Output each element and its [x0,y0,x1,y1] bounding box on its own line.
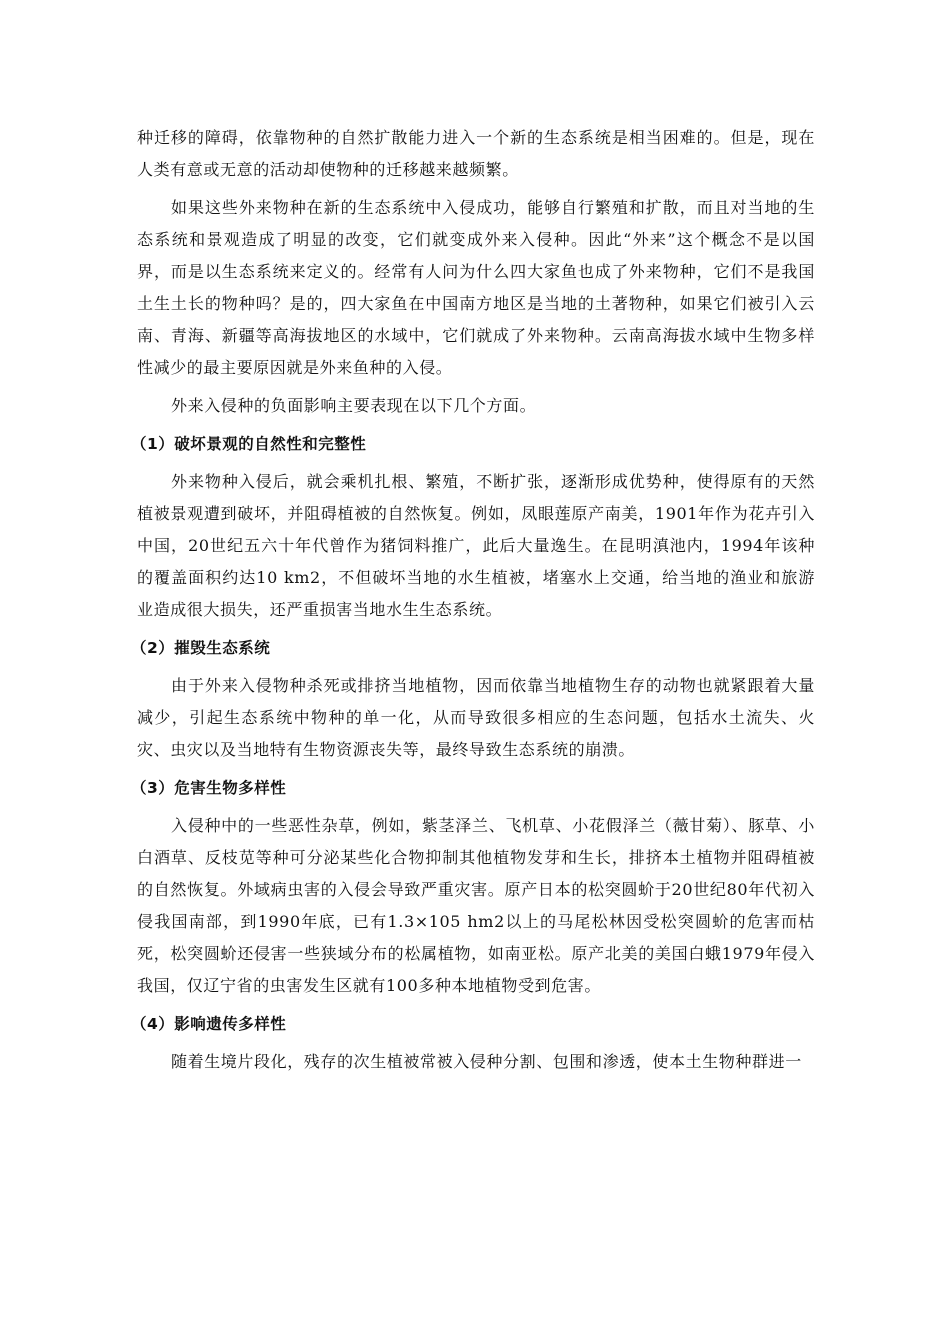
section-body-genetic-diversity: 随着生境片段化，残存的次生植被常被入侵种分割、包围和渗透，使本土生物种群进一 [171,1052,802,1071]
section-heading-genetic-diversity: （4）影响遗传多样性 [131,1015,287,1033]
section-body-landscape: 外来物种入侵后，就会乘机扎根、繁殖，不断扩张，逐渐形成优势种，使得原有的天然植被景观遭到破坏，并阻碍植被的自然恢复。例如，凤眼莲原产南美，1901年作为花卉引入中国，20世纪五六十年代曾作为猪饲料推广，此后大量逸生。在昆明滇池内，1994年该种的覆盖面积约达10 km2，不但破坏当地的水生植被，堵塞水上交通，给当地的渔业和旅游业造成很大损失，还严重损害当地水生生态系统。 [137,472,815,619]
document-body [131,122,815,1084]
section-heading-landscape: （1）破坏景观的自然性和完整性 [131,435,367,453]
paragraph-impacts-intro: 外来入侵种的负面影响主要表现在以下几个方面。 [171,396,537,415]
paragraph-invasion-definition: 如果这些外来物种在新的生态系统中入侵成功，能够自行繁殖和扩散，而且对当地的生态系统和景观造成了明显的改变，它们就变成外来入侵种。因此“外来”这个概念不是以国界，而是以生态系统来定义的。经常有人问为什么四大家鱼也成了外来物种，它们不是我国土生土长的物种吗？是的，四大家鱼在中国南方地区是当地的土著物种，如果它们被引入云南、青海、新疆等高海拔地区的水域中，它们就成了外来物种。云南高海拔水域中生物多样性减少的最主要原因就是外来鱼种的入侵。 [137,198,815,377]
section-body-ecosystem: 由于外来入侵物种杀死或排挤当地植物，因而依靠当地植物生存的动物也就紧跟着大量减少，引起生态系统中物种的单一化，从而导致很多相应的生态问题，包括水土流失、火灾、虫灾以及当地特有生物资源丧失等，最终导致生态系统的崩溃。 [137,676,815,759]
paragraph-continued: 种迁移的障碍，依靠物种的自然扩散能力进入一个新的生态系统是相当困难的。但是，现在人类有意或无意的活动却使物种的迁移越来越频繁。 [137,128,815,179]
section-body-biodiversity: 入侵种中的一些恶性杂草，例如，紫茎泽兰、飞机草、小花假泽兰（薇甘菊）、豚草、小白酒草、反枝苋等种可分泌某些化合物抑制其他植物发芽和生长，排挤本土植物并阻碍植被的自然恢复。外域病虫害的入侵会导致严重灾害。原产日本的松突圆蚧于20世纪80年代初入侵我国南部，到1990年底，已有1.3×105 hm2以上的马尾松林因受松突圆蚧的危害而枯死，松突圆蚧还侵害一些狭域分布的松属植物，如南亚松。原产北美的美国白蛾1979年侵入我国，仅辽宁省的虫害发生区就有100多种本地植物受到危害。 [137,816,815,995]
section-heading-ecosystem: （2）摧毁生态系统 [131,639,271,657]
section-heading-biodiversity: （3）危害生物多样性 [131,779,287,797]
